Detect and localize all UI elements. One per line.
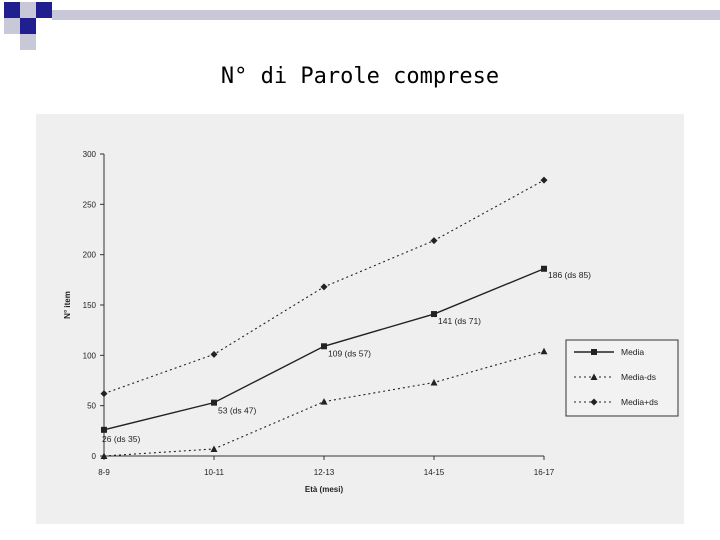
- data-point: [211, 400, 217, 406]
- x-tick-label: 10-11: [204, 468, 224, 477]
- y-tick-label: 200: [82, 250, 96, 260]
- data-point: [431, 311, 437, 317]
- y-axis-label: N° item: [63, 291, 72, 319]
- x-tick-label: 16-17: [533, 468, 555, 477]
- legend-marker: [591, 349, 597, 355]
- data-point: [541, 266, 547, 272]
- data-point: [431, 379, 438, 386]
- legend-label: Media: [621, 347, 645, 357]
- deco-square: [20, 2, 36, 18]
- series-line-media: [104, 269, 544, 430]
- y-tick-label: 150: [82, 301, 96, 310]
- data-label: 186 (ds 85): [548, 269, 591, 280]
- data-label: 109 (ds 57): [328, 348, 371, 359]
- data-point: [321, 283, 328, 290]
- data-point: [211, 445, 218, 452]
- data-point: [321, 343, 327, 349]
- y-tick-label: 250: [82, 200, 96, 210]
- x-tick-label: 14-15: [423, 468, 445, 477]
- deco-square: [36, 2, 52, 18]
- data-point: [431, 237, 438, 244]
- data-point: [541, 348, 548, 355]
- x-axis-label: Età (mesi): [304, 485, 344, 494]
- deco-square: [20, 18, 36, 34]
- x-tick-label: 12-13: [313, 468, 335, 477]
- data-point: [321, 398, 328, 405]
- data-label: 141 (ds 71): [438, 316, 481, 327]
- data-label: 53 (ds 47): [218, 405, 257, 416]
- y-tick-label: 0: [91, 452, 96, 461]
- deco-square: [4, 2, 20, 18]
- y-tick-label: 100: [82, 351, 96, 361]
- slide-title: N° di Parole comprese: [220, 64, 500, 89]
- deco-bar: [52, 10, 720, 20]
- line-chart: [36, 114, 684, 524]
- data-point: [211, 351, 218, 358]
- y-tick-label: 50: [87, 401, 96, 411]
- data-label: 26 (ds 35): [102, 433, 141, 444]
- data-point: [101, 390, 108, 397]
- deco-square: [20, 34, 36, 50]
- x-tick-label: 8-9: [98, 468, 110, 477]
- data-point: [541, 177, 548, 184]
- y-tick-label: 300: [82, 150, 96, 159]
- deco-square: [4, 18, 20, 34]
- legend-label: Media-ds: [621, 372, 656, 382]
- data-point: [101, 427, 107, 433]
- legend-label: Media+ds: [621, 397, 659, 407]
